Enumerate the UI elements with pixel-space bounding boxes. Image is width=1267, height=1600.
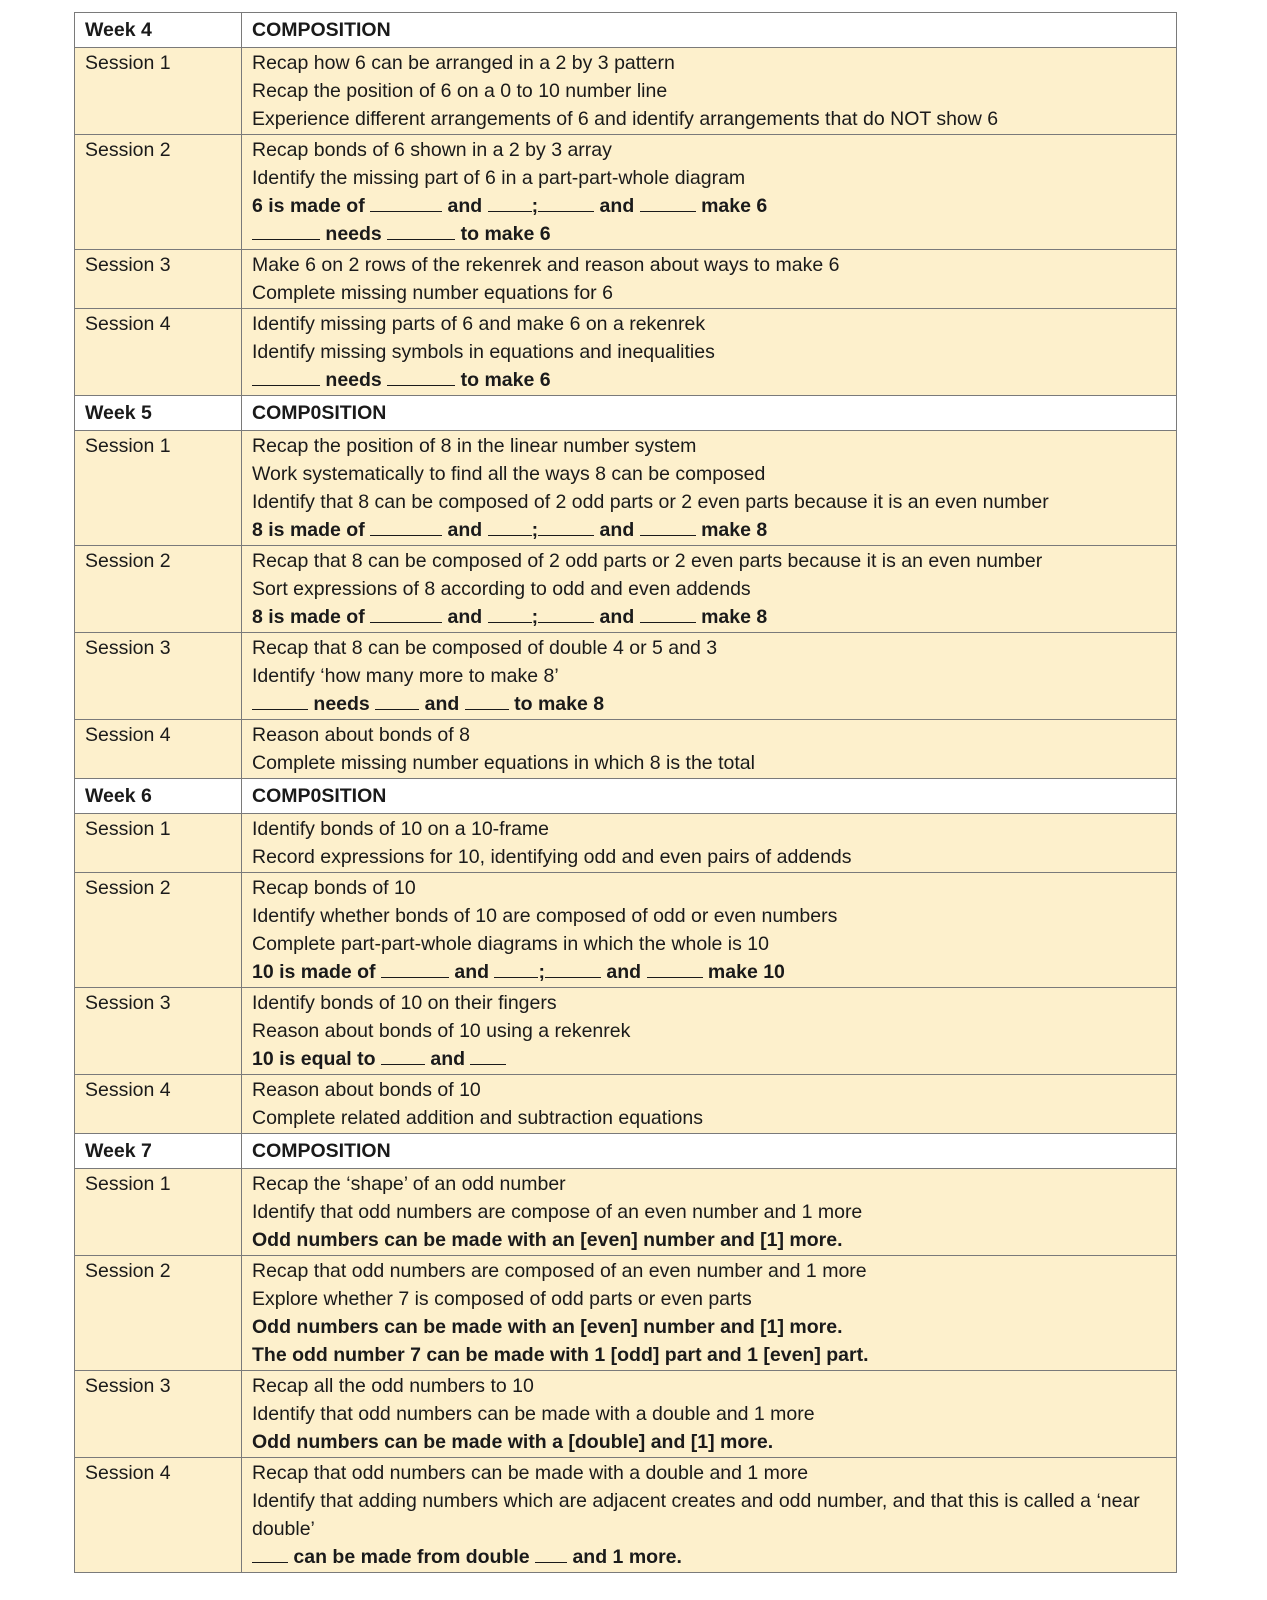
- answer-blank: [375, 691, 419, 710]
- session-label: Session 2: [75, 873, 242, 988]
- session-label: Session 1: [75, 1169, 242, 1256]
- sentence-stem: can be made from double: [288, 1546, 536, 1568]
- objective-line: [252, 49, 1170, 77]
- objective-text: Complete part-part-whole diagrams in which the whole is 10: [252, 933, 769, 955]
- session-row: [75, 309, 1177, 396]
- answer-blank: [488, 517, 532, 536]
- objective-text: Reason about bonds of 8: [252, 724, 470, 746]
- session-label: Session 3: [75, 988, 242, 1075]
- sentence-stem: and: [442, 519, 488, 541]
- sentence-stem: and 1 more.: [567, 1546, 682, 1568]
- week-row: [75, 13, 1177, 48]
- sentence-stem: make 8: [695, 519, 768, 541]
- sentence-stem: needs: [320, 223, 388, 245]
- sentence-stem: and: [419, 693, 465, 715]
- composition-plan-table: [74, 12, 1177, 1573]
- sentence-stem: needs: [308, 693, 376, 715]
- session-row: [75, 873, 1177, 988]
- objective-text: Recap the position of 8 in the linear number system: [252, 435, 697, 457]
- objective-line: [252, 136, 1170, 164]
- objective-line: [252, 815, 1170, 843]
- week-heading: COMPOSITION: [242, 13, 1177, 48]
- objective-line: [252, 1076, 1170, 1104]
- objective-line: [252, 366, 1170, 394]
- objective-text: Identify missing parts of 6 and make 6 on a rekenrek: [252, 313, 706, 335]
- objective-line: [252, 1543, 1170, 1571]
- session-objectives: [242, 431, 1177, 546]
- session-row: [75, 1371, 1177, 1458]
- answer-blank: [488, 193, 532, 212]
- session-objectives: [242, 1458, 1177, 1573]
- answer-blank: [381, 959, 449, 978]
- session-objectives: [242, 309, 1177, 396]
- answer-blank: [545, 959, 601, 978]
- objective-line: [252, 310, 1170, 338]
- objective-text: Reason about bonds of 10: [252, 1079, 481, 1101]
- answer-blank: [494, 959, 538, 978]
- objective-line: [252, 338, 1170, 366]
- week-row: [75, 1134, 1177, 1169]
- objective-line: [252, 634, 1170, 662]
- sentence-stem: and: [594, 519, 640, 541]
- session-label: Session 2: [75, 135, 242, 250]
- session-row: [75, 48, 1177, 135]
- sentence-stem: Odd numbers can be made with a [double] and [1] more.: [252, 1431, 774, 1453]
- objective-line: [252, 662, 1170, 690]
- session-label: Session 1: [75, 48, 242, 135]
- sentence-stem: The odd number 7 can be made with 1 [odd] part and 1 [even] part.: [252, 1344, 869, 1366]
- session-row: [75, 988, 1177, 1075]
- week-heading: COMP0SITION: [242, 779, 1177, 814]
- objective-text: Identify missing symbols in equations and inequalities: [252, 341, 715, 363]
- objective-text: Recap how 6 can be arranged in a 2 by 3 pattern: [252, 52, 675, 74]
- objective-line: [252, 1313, 1170, 1341]
- session-label: Session 2: [75, 1256, 242, 1371]
- objective-line: [252, 1170, 1170, 1198]
- session-label: Session 1: [75, 431, 242, 546]
- session-objectives: [242, 873, 1177, 988]
- week-label: Week 6: [75, 779, 242, 814]
- objective-line: [252, 603, 1170, 631]
- answer-blank: [465, 691, 509, 710]
- objective-line: [252, 77, 1170, 105]
- objective-line: [252, 575, 1170, 603]
- sentence-stem: make 8: [695, 606, 768, 628]
- sentence-stem: and: [600, 961, 647, 983]
- session-label: Session 3: [75, 250, 242, 309]
- session-row: [75, 1169, 1177, 1256]
- objective-line: [252, 1400, 1170, 1428]
- objective-text: Complete missing number equations for 6: [252, 282, 613, 304]
- answer-blank: [381, 1046, 425, 1065]
- objective-line: [252, 1104, 1170, 1132]
- objective-line: [252, 749, 1170, 777]
- sentence-stem: ;: [538, 961, 545, 983]
- session-objectives: [242, 1075, 1177, 1134]
- sentence-stem: 6 is made of: [252, 195, 371, 217]
- answer-blank: [370, 517, 442, 536]
- session-row: [75, 720, 1177, 779]
- objective-text: Recap bonds of 10: [252, 877, 416, 899]
- sentence-stem: and: [594, 195, 640, 217]
- answer-blank: [640, 604, 696, 623]
- objective-text: Complete missing number equations in which 8 is the total: [252, 752, 755, 774]
- sentence-stem: and: [594, 606, 640, 628]
- session-label: Session 1: [75, 814, 242, 873]
- session-objectives: [242, 1169, 1177, 1256]
- objective-line: [252, 1257, 1170, 1285]
- objective-line: [252, 1198, 1170, 1226]
- sentence-stem: to make 6: [455, 223, 551, 245]
- answer-blank: [252, 691, 308, 710]
- objective-line: [252, 1226, 1170, 1254]
- week-label: Week 4: [75, 13, 242, 48]
- objective-line: [252, 1045, 1170, 1073]
- objective-text: Identify that odd numbers are compose of an even number and 1 more: [252, 1201, 863, 1223]
- session-row: [75, 1075, 1177, 1134]
- week-label: Week 5: [75, 396, 242, 431]
- session-label: Session 2: [75, 546, 242, 633]
- answer-blank: [370, 604, 442, 623]
- session-objectives: [242, 250, 1177, 309]
- session-label: Session 4: [75, 1075, 242, 1134]
- answer-blank: [640, 193, 696, 212]
- sentence-stem: make 6: [695, 195, 768, 217]
- session-row: [75, 546, 1177, 633]
- sentence-stem: to make 6: [455, 369, 551, 391]
- sentence-stem: 10 is equal to: [252, 1048, 381, 1070]
- week-row: [75, 779, 1177, 814]
- answer-blank: [252, 1544, 288, 1563]
- objective-line: [252, 930, 1170, 958]
- answer-blank: [370, 193, 442, 212]
- sentence-stem: Odd numbers can be made with an [even] number and [1] more.: [252, 1316, 843, 1338]
- answer-blank: [538, 193, 594, 212]
- answer-blank: [488, 604, 532, 623]
- objective-line: [252, 279, 1170, 307]
- session-label: Session 4: [75, 309, 242, 396]
- session-objectives: [242, 546, 1177, 633]
- week-row: [75, 396, 1177, 431]
- objective-line: [252, 164, 1170, 192]
- objective-text: Identify bonds of 10 on a 10-frame: [252, 818, 550, 840]
- objective-line: [252, 1459, 1170, 1487]
- sentence-stem: 8 is made of: [252, 519, 371, 541]
- objective-text: Recap that 8 can be composed of double 4 or 5 and 3: [252, 637, 718, 659]
- week-label: Week 7: [75, 1134, 242, 1169]
- session-row: [75, 431, 1177, 546]
- objective-line: [252, 1017, 1170, 1045]
- sentence-stem: make 10: [702, 961, 785, 983]
- sentence-stem: ;: [531, 606, 539, 628]
- session-objectives: [242, 814, 1177, 873]
- session-objectives: [242, 1256, 1177, 1371]
- objective-text: Identify that 8 can be composed of 2 odd parts or 2 even parts because it is an even number: [252, 491, 1049, 513]
- answer-blank: [387, 367, 455, 386]
- answer-blank: [535, 1544, 567, 1563]
- session-row: [75, 814, 1177, 873]
- week-heading: COMPOSITION: [242, 1134, 1177, 1169]
- sentence-stem: Odd numbers can be made with an [even] number and [1] more.: [252, 1229, 843, 1251]
- session-objectives: [242, 48, 1177, 135]
- objective-line: [252, 220, 1170, 248]
- sentence-stem: and: [442, 195, 488, 217]
- session-row: [75, 633, 1177, 720]
- answer-blank: [252, 221, 320, 240]
- sentence-stem: to make 8: [508, 693, 605, 715]
- objective-line: [252, 516, 1170, 544]
- objective-text: Record expressions for 10, identifying odd and even pairs of addends: [252, 846, 852, 868]
- plan-body: [75, 13, 1177, 1573]
- sentence-stem: ;: [531, 519, 539, 541]
- objective-text: Complete related addition and subtraction equations: [252, 1107, 703, 1129]
- objective-text: Recap the position of 6 on a 0 to 10 number line: [252, 80, 668, 102]
- answer-blank: [470, 1046, 506, 1065]
- sentence-stem: 8 is made of: [252, 606, 371, 628]
- objective-line: [252, 989, 1170, 1017]
- objective-text: Reason about bonds of 10 using a rekenrek: [252, 1020, 631, 1042]
- objective-line: [252, 105, 1170, 133]
- objective-line: [252, 843, 1170, 871]
- objective-text: Identify that odd numbers can be made with a double and 1 more: [252, 1403, 815, 1425]
- objective-text: Sort expressions of 8 according to odd and even addends: [252, 578, 751, 600]
- session-label: Session 3: [75, 633, 242, 720]
- objective-line: [252, 460, 1170, 488]
- objective-line: [252, 192, 1170, 220]
- sentence-stem: needs: [320, 369, 388, 391]
- answer-blank: [538, 517, 594, 536]
- objective-line: [252, 1341, 1170, 1369]
- sentence-stem: 10 is made of: [252, 961, 381, 983]
- session-label: Session 4: [75, 1458, 242, 1573]
- session-row: [75, 250, 1177, 309]
- objective-text: Recap the ‘shape’ of an odd number: [252, 1173, 566, 1195]
- objective-text: Identify that adding numbers which are adjacent creates and odd number, and that this is called a ‘near double’: [252, 1490, 1146, 1540]
- objective-line: [252, 251, 1170, 279]
- objective-text: Experience different arrangements of 6 and identify arrangements that do NOT show 6: [252, 108, 999, 130]
- answer-blank: [538, 604, 594, 623]
- session-row: [75, 135, 1177, 250]
- session-objectives: [242, 1371, 1177, 1458]
- objective-text: Recap that odd numbers are composed of an even number and 1 more: [252, 1260, 867, 1282]
- objective-text: Identify the missing part of 6 in a part-part-whole diagram: [252, 167, 746, 189]
- objective-line: [252, 721, 1170, 749]
- answer-blank: [387, 221, 455, 240]
- objective-text: Identify whether bonds of 10 are composed of odd or even numbers: [252, 905, 838, 927]
- objective-text: Identify bonds of 10 on their fingers: [252, 992, 557, 1014]
- objective-line: [252, 488, 1170, 516]
- sentence-stem: and: [448, 961, 495, 983]
- objective-line: [252, 874, 1170, 902]
- objective-text: Work systematically to find all the ways 8 can be composed: [252, 463, 766, 485]
- sentence-stem: ;: [531, 195, 539, 217]
- answer-blank: [252, 367, 320, 386]
- objective-line: [252, 902, 1170, 930]
- objective-line: [252, 958, 1170, 986]
- sentence-stem: and: [424, 1048, 471, 1070]
- objective-line: [252, 1372, 1170, 1400]
- objective-text: Recap that odd numbers can be made with a double and 1 more: [252, 1462, 809, 1484]
- session-objectives: [242, 135, 1177, 250]
- session-label: Session 4: [75, 720, 242, 779]
- objective-text: Make 6 on 2 rows of the rekenrek and reason about ways to make 6: [252, 254, 840, 276]
- objective-line: [252, 1428, 1170, 1456]
- session-objectives: [242, 988, 1177, 1075]
- objective-text: Recap bonds of 6 shown in a 2 by 3 array: [252, 139, 612, 161]
- objective-text: Recap all the odd numbers to 10: [252, 1375, 534, 1397]
- answer-blank: [647, 959, 703, 978]
- session-row: [75, 1458, 1177, 1573]
- objective-line: [252, 547, 1170, 575]
- answer-blank: [640, 517, 696, 536]
- objective-text: Explore whether 7 is composed of odd parts or even parts: [252, 1288, 752, 1310]
- session-objectives: [242, 720, 1177, 779]
- objective-line: [252, 432, 1170, 460]
- session-row: [75, 1256, 1177, 1371]
- objective-line: [252, 690, 1170, 718]
- objective-line: [252, 1487, 1170, 1543]
- session-objectives: [242, 633, 1177, 720]
- week-heading: COMP0SITION: [242, 396, 1177, 431]
- objective-text: Identify ‘how many more to make 8’: [252, 665, 559, 687]
- session-label: Session 3: [75, 1371, 242, 1458]
- objective-text: Recap that 8 can be composed of 2 odd parts or 2 even parts because it is an even number: [252, 550, 1043, 572]
- sentence-stem: and: [442, 606, 488, 628]
- objective-line: [252, 1285, 1170, 1313]
